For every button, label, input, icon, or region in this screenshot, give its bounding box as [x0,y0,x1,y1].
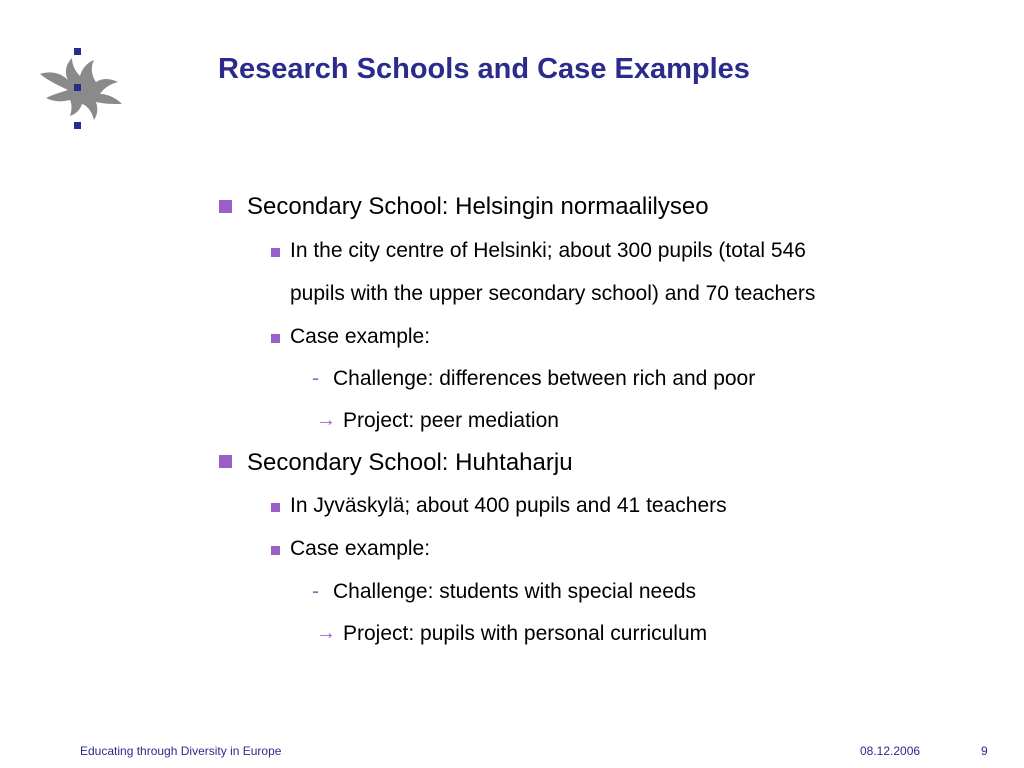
level2-bullet-icon [271,503,280,512]
dash-bullet-icon: - [312,580,319,603]
level2-bullet-icon [271,334,280,343]
case-example-label: Case example: [290,537,431,560]
challenge-text: Challenge: students with special needs [333,580,697,603]
level1-bullet-icon [219,200,232,213]
level2-bullet-icon [271,248,280,257]
arrow-right-icon: → [316,622,336,644]
project-text: Project: pupils with personal curriculum [343,622,708,645]
school-info-line: In the city centre of Helsinki; about 300 pupils (total 546 [290,239,806,262]
school-info-line: In Jyväskylä; about 400 pupils and 41 teachers [290,494,727,517]
page-number: 9 [981,744,988,758]
challenge-text: Challenge: differences between rich and poor [333,367,756,390]
school-info-line: pupils with the upper secondary school) and 70 teachers [290,282,816,305]
footer-title: Educating through Diversity in Europe [80,744,282,758]
slide-title: Research Schools and Case Examples [218,53,750,85]
footer-date: 08.12.2006 [860,744,921,758]
dash-bullet-icon: - [312,367,319,390]
project-text: Project: peer mediation [343,409,559,432]
case-example-label: Case example: [290,325,431,348]
school-heading: Secondary School: Helsingin normaalilyseo [247,193,709,220]
arrow-right-icon: → [316,409,336,431]
school-heading: Secondary School: Huhtaharju [247,449,573,476]
level1-bullet-icon [219,455,232,468]
level2-bullet-icon [271,546,280,555]
